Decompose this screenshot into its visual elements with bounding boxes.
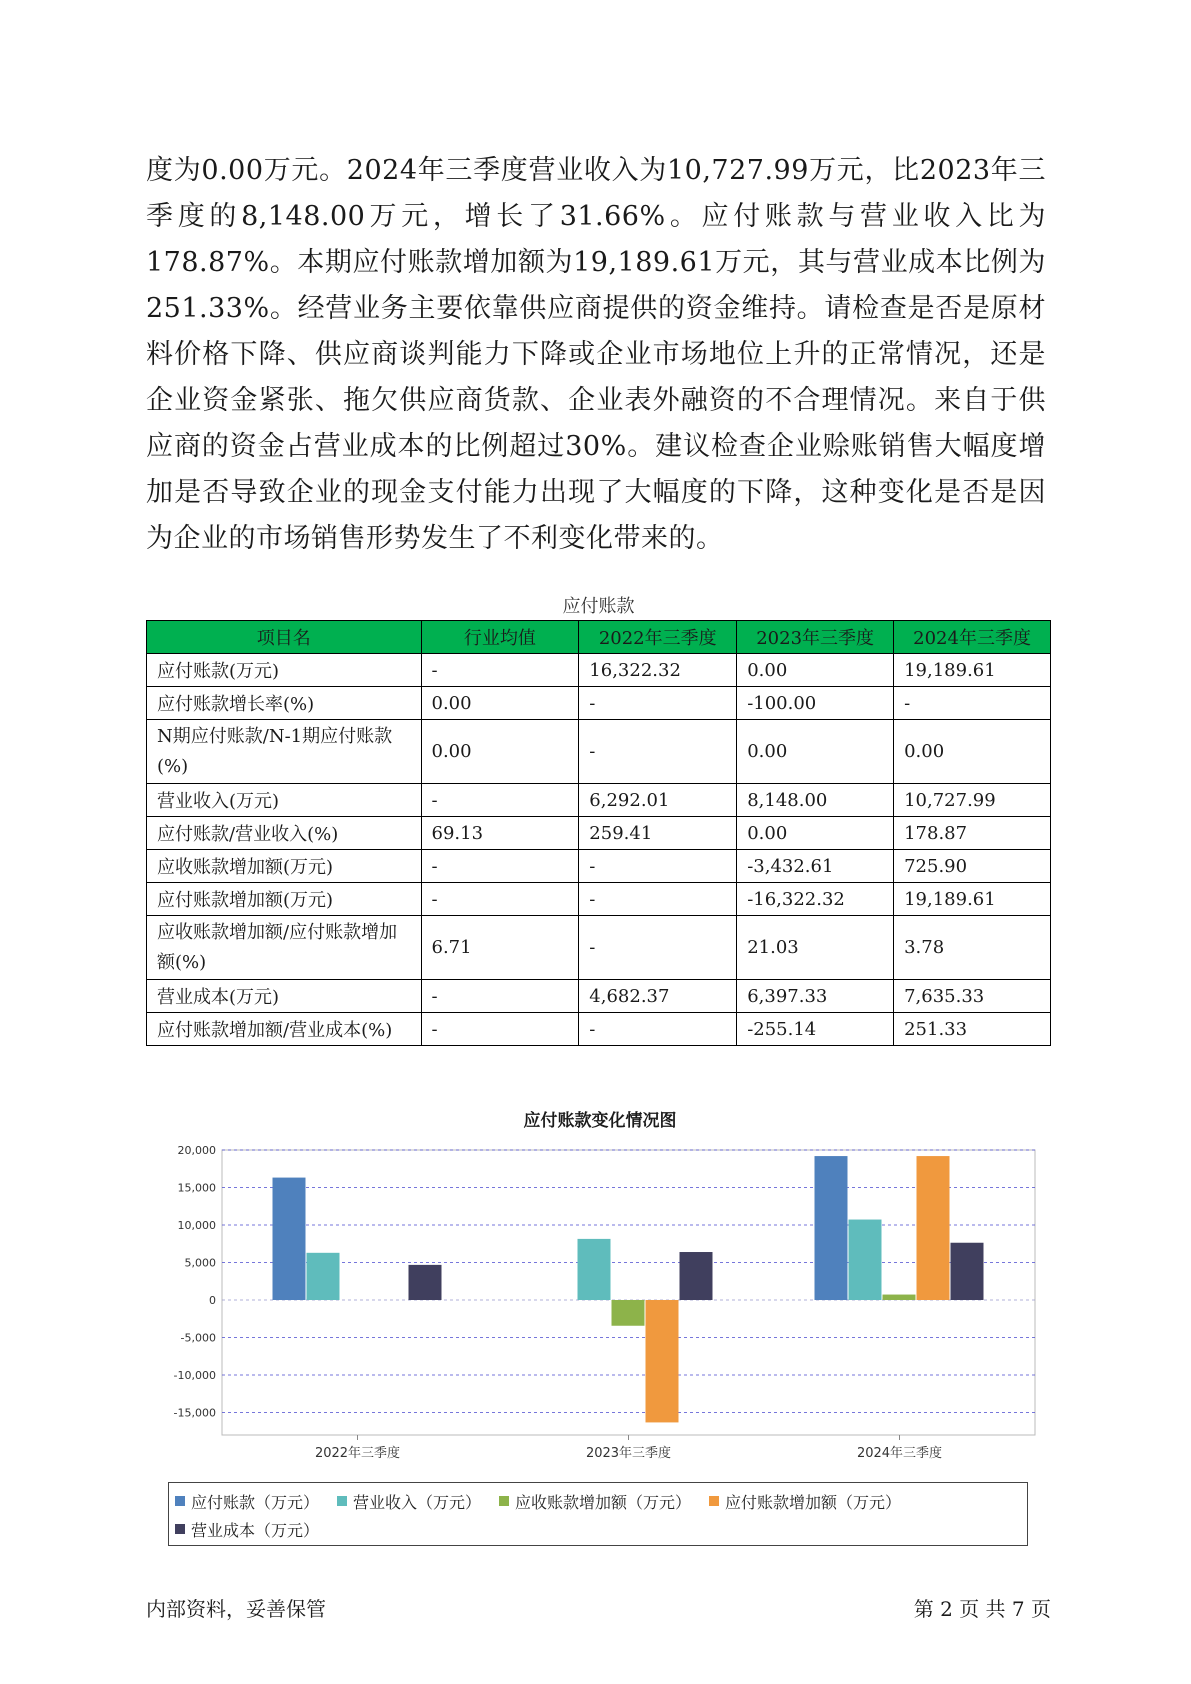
table-cell: 应付账款/营业收入(%) xyxy=(147,817,422,850)
legend-item-payables-increase xyxy=(709,1490,901,1513)
table-cell: - xyxy=(579,916,737,980)
table-header-row xyxy=(147,621,1051,654)
table-cell: N期应付账款/N-1期应付账款(%) xyxy=(147,720,422,784)
legend-swatch xyxy=(175,1496,185,1506)
header-2022q3: 2022年三季度 xyxy=(579,621,737,654)
y-tick-label: -10,000 xyxy=(173,1369,216,1382)
table-cell: 6.71 xyxy=(421,916,579,980)
bar-mark xyxy=(612,1300,645,1326)
table-cell: 0.00 xyxy=(894,720,1051,784)
legend-label: 营业成本（万元） xyxy=(191,1520,320,1540)
table-cell: - xyxy=(579,850,737,883)
bar-mark xyxy=(951,1243,984,1300)
table-cell: 应收账款增加额(万元) xyxy=(147,850,422,883)
bar-mark xyxy=(409,1265,442,1300)
table-cell: 725.90 xyxy=(894,850,1051,883)
chart-legend xyxy=(168,1482,1028,1546)
table-cell: -3,432.61 xyxy=(737,850,894,883)
table-cell: 8,148.00 xyxy=(737,784,894,817)
chart-title: 应付账款变化情况图 xyxy=(523,1111,677,1131)
table-cell: 应付账款增加额(万元) xyxy=(147,883,422,916)
table-cell: 10,727.99 xyxy=(894,784,1051,817)
table-cell: 21.03 xyxy=(737,916,894,980)
table-cell: 16,322.32 xyxy=(579,654,737,687)
bar-mark xyxy=(578,1239,611,1300)
plot-area xyxy=(222,1150,1035,1435)
table-cell: 19,189.61 xyxy=(894,883,1051,916)
table-cell: 3.78 xyxy=(894,916,1051,980)
table-cell: -100.00 xyxy=(737,687,894,720)
table-cell: 251.33 xyxy=(894,1013,1051,1046)
bar-chart xyxy=(160,1140,1040,1470)
table-cell: 0.00 xyxy=(737,654,894,687)
table-row xyxy=(147,1013,1051,1046)
y-tick-label: 0 xyxy=(209,1294,216,1307)
legend-swatch xyxy=(499,1496,509,1506)
header-industry-avg: 行业均值 xyxy=(421,621,579,654)
header-2023q3: 2023年三季度 xyxy=(737,621,894,654)
bar-mark xyxy=(917,1156,950,1300)
table-cell: 0.00 xyxy=(737,720,894,784)
legend-swatch xyxy=(175,1524,185,1534)
table-row xyxy=(147,980,1051,1013)
header-2024q3: 2024年三季度 xyxy=(894,621,1051,654)
body-paragraph: 度为0.00万元。2024年三季度营业收入为10,727.99万元，比2023年三季度的8,148.00万元，增长了31.66%。应付账款与营业收入比为178.87%。本期应付账款增加额为19,189.61万元，其与营业成本比例为251.33%。经营业务主要依靠供应商提供的资金维持。请检查是否是原材料价格下降、供应商谈判能力下降或企业市场地位上升的正常情况，还是企业资金紧张、拖欠供应商货款、企业表外融资的不合理情况。来自于供应商的资金占营业成本的比例超过30%。建议检查企业赊账销售大幅度增加是否导致企业的现金支付能力出现了大幅度的下降，这种变化是否是因为企业的市场销售形势发生了不利变化带来的。 xyxy=(146,155,1046,554)
table-cell: - xyxy=(421,654,579,687)
table-cell: 6,397.33 xyxy=(737,980,894,1013)
y-tick-label: 15,000 xyxy=(177,1181,216,1195)
table-cell: 7,635.33 xyxy=(894,980,1051,1013)
header-item-name: 项目名 xyxy=(147,621,422,654)
table-cell: 应付账款增加额/营业成本(%) xyxy=(147,1013,422,1046)
table-cell: 4,682.37 xyxy=(579,980,737,1013)
legend-item-payables xyxy=(175,1490,319,1513)
legend-label: 营业收入（万元） xyxy=(353,1492,482,1512)
table-cell: - xyxy=(579,687,737,720)
legend-swatch xyxy=(709,1496,719,1506)
bar-mark xyxy=(815,1156,848,1300)
table-cell: 0.00 xyxy=(421,687,579,720)
legend-label: 应付账款增加额（万元） xyxy=(725,1492,902,1512)
legend-swatch xyxy=(337,1496,347,1506)
y-tick-label: 10,000 xyxy=(177,1219,216,1232)
table-cell: 应收账款增加额/应付账款增加额(%) xyxy=(147,916,422,980)
legend-item-cost xyxy=(175,1518,319,1541)
table-cell: 19,189.61 xyxy=(894,654,1051,687)
bar-mark xyxy=(849,1220,882,1300)
table-row xyxy=(147,916,1051,980)
table-row xyxy=(147,883,1051,916)
table-cell: 应付账款(万元) xyxy=(147,654,422,687)
footer-confidential-note: 内部资料，妥善保管 xyxy=(146,1597,326,1621)
table-cell: - xyxy=(579,1013,737,1046)
table-cell: 营业收入(万元) xyxy=(147,784,422,817)
y-tick-label: 5,000 xyxy=(184,1256,216,1270)
table-cell: 69.13 xyxy=(421,817,579,850)
table-row xyxy=(147,784,1051,817)
table-cell: - xyxy=(579,883,737,916)
table-row xyxy=(147,687,1051,720)
y-tick-label: 20,000 xyxy=(177,1144,216,1157)
table-cell: 259.41 xyxy=(579,817,737,850)
table-cell: - xyxy=(421,980,579,1013)
footer-page-number: 第 2 页 共 7 页 xyxy=(913,1597,1051,1621)
legend-label: 应付账款（万元） xyxy=(191,1492,320,1512)
table-cell: 0.00 xyxy=(421,720,579,784)
table-cell: -16,322.32 xyxy=(737,883,894,916)
table-cell: 营业成本(万元) xyxy=(147,980,422,1013)
bar-mark xyxy=(307,1253,340,1300)
legend-item-revenue xyxy=(337,1490,481,1513)
table-caption: 应付账款 xyxy=(562,596,635,617)
x-tick-label: 2023年三季度 xyxy=(585,1446,672,1461)
bar-mark xyxy=(680,1252,713,1300)
table-cell: - xyxy=(421,1013,579,1046)
table-row xyxy=(147,654,1051,687)
payables-table xyxy=(146,620,1051,1046)
table-row xyxy=(147,720,1051,784)
bar-mark xyxy=(273,1178,306,1300)
legend-item-receivables-increase xyxy=(499,1490,691,1513)
bar-mark xyxy=(646,1300,679,1422)
legend-label: 应收账款增加额（万元） xyxy=(515,1492,692,1512)
table-cell: 6,292.01 xyxy=(579,784,737,817)
table-cell: - xyxy=(894,687,1051,720)
y-tick-label: -15,000 xyxy=(173,1406,216,1420)
x-tick-label: 2022年三季度 xyxy=(314,1446,401,1461)
legend-row xyxy=(175,1515,1021,1543)
legend-row xyxy=(175,1487,1021,1515)
table-cell: - xyxy=(421,883,579,916)
table-cell: 应付账款增长率(%) xyxy=(147,687,422,720)
table-cell: 178.87 xyxy=(894,817,1051,850)
table-cell: 0.00 xyxy=(737,817,894,850)
table-cell: - xyxy=(579,720,737,784)
table-row xyxy=(147,850,1051,883)
x-tick-label: 2024年三季度 xyxy=(856,1446,943,1461)
table-cell: -255.14 xyxy=(737,1013,894,1046)
bar-mark xyxy=(883,1295,916,1300)
y-tick-label: -5,000 xyxy=(180,1331,216,1345)
table-row xyxy=(147,817,1051,850)
table-cell: - xyxy=(421,784,579,817)
table-cell: - xyxy=(421,850,579,883)
